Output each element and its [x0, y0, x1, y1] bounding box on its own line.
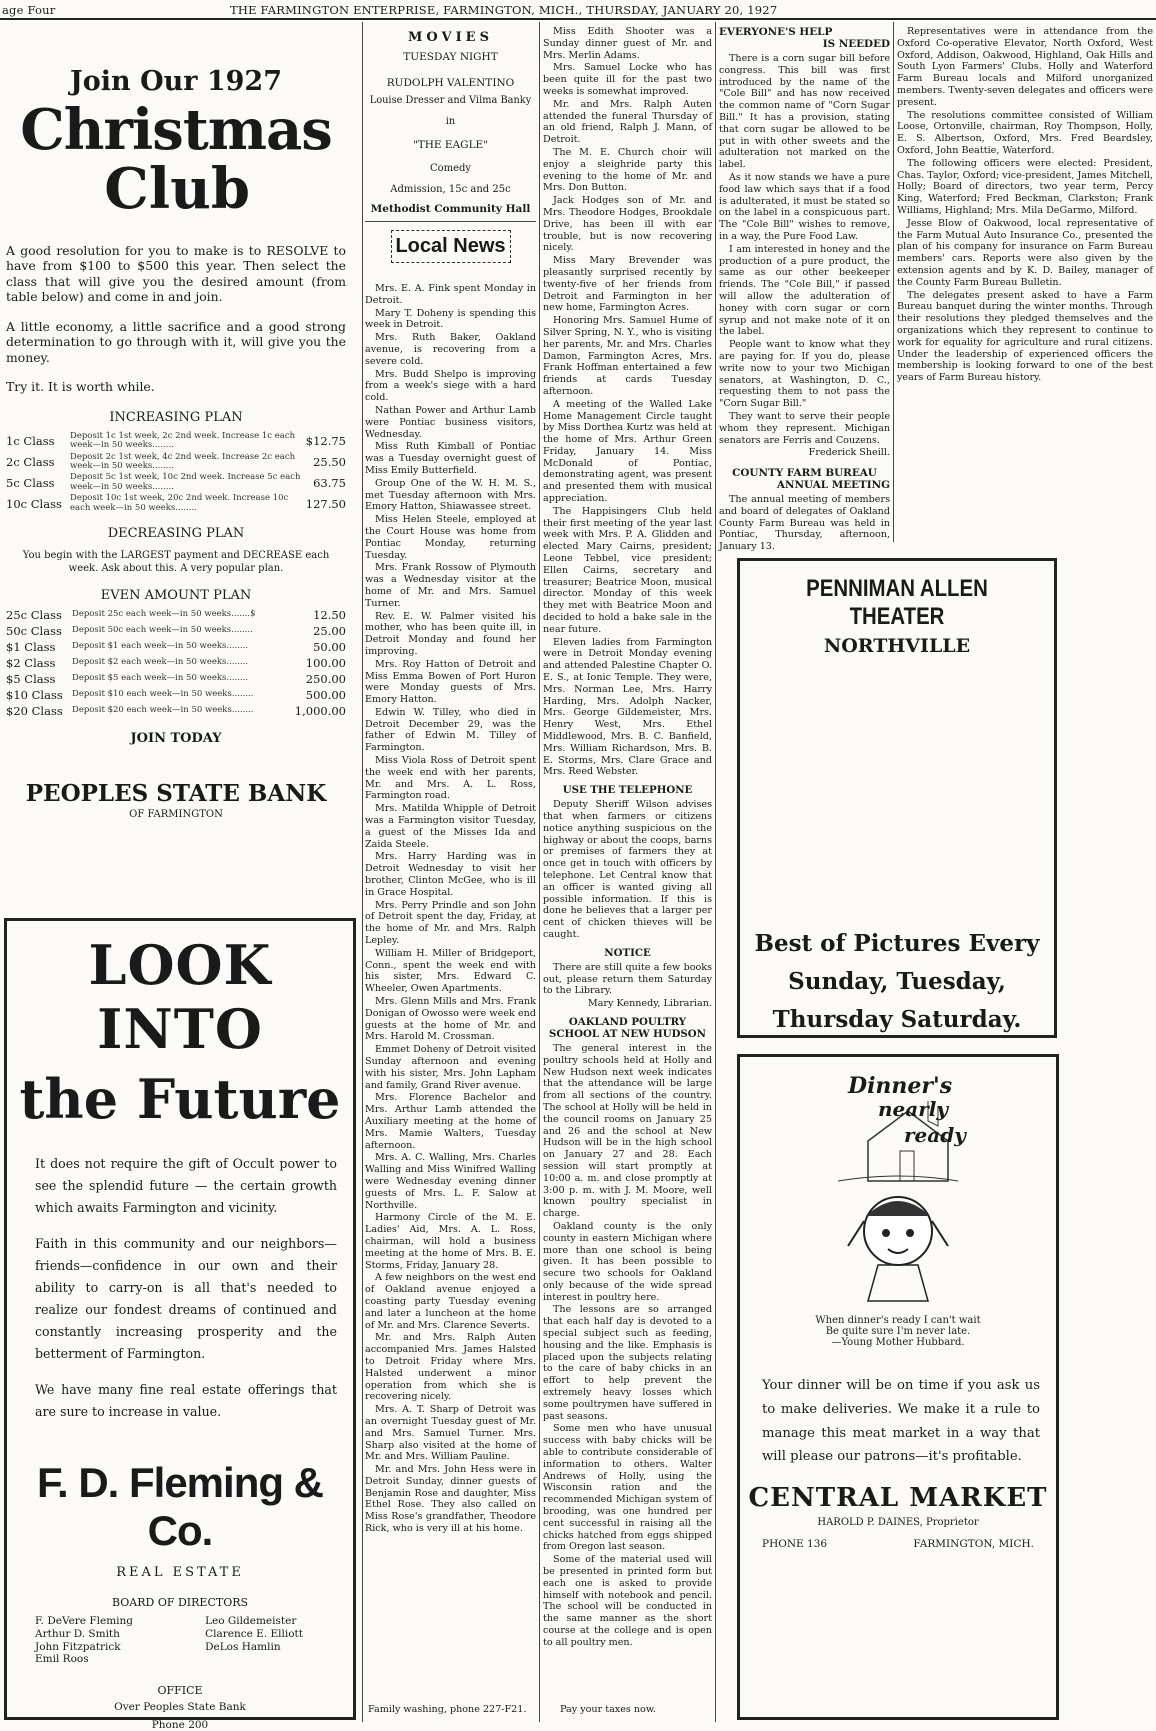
ad-line-club: Club — [104, 155, 250, 222]
even-plan-title: EVEN AMOUNT PLAN — [100, 587, 252, 603]
column-rule — [715, 22, 716, 1722]
class-desc: Deposit 10c 1st week, 20c 2nd week. Increase 10c each week—in 50 weeks........ — [70, 493, 289, 513]
director: Emil Roos — [35, 1653, 89, 1666]
news-item: Mrs. Budd Shelpo is improving from a week's siege with a hard cold. — [365, 368, 536, 404]
local-news-items — [365, 283, 536, 1535]
theater-name: PENNIMAN ALLEN THEATER — [806, 575, 988, 630]
class-name: 50c Class — [6, 623, 62, 638]
decreasing-plan-text: You begin with the LARGEST payment and DECREASE each week. Ask about this. A very popular plan. — [22, 549, 330, 575]
news-item: Mrs. Samuel Locke who has been quite ill for the past two weeks is somewhat improved. — [543, 62, 712, 97]
news-item: Miss Helen Steele, employed at the Court House was home from Pontiac Monday, returning Tuesday. — [365, 514, 536, 561]
news-item: Miss Mary Brevender was pleasantly surprised recently by twenty-five of her friends from Detroit and Farmington in her new home, Farmington Acres. — [543, 255, 712, 314]
news-item: Mrs. Frank Rossow of Plymouth was a Wednesday visitor at the home of Mr. and Mrs. Samuel Turner. — [365, 562, 536, 609]
news-item: Honoring Mrs. Samuel Hume of Silver Spring, N. Y., who is visiting her parents, Mr. and Mrs. Charles Damon, Farmington Acres, Mrs. Frank Hoffman entertained a few friends at cards Tuesday afternoon. — [543, 315, 712, 397]
directors-right — [205, 1615, 303, 1665]
poultry-text: The lessons are so arranged that each half day is devoted to a special subject such as feeding, housing and the like. Emphasis is placed upon the subjects relating to the care of baby chicks in an effort to help prevent the extremely heavy losses which some poultrymen have suffered in past seasons. — [543, 1304, 712, 1422]
column-local — [365, 24, 536, 1722]
future-para-2: Faith in this community and our neighbors—friends—confidence in our own and their ability to carry-on is all that's needed to realize our fondest dreams of continued and constantly increasing prosperity and the betterment of Farmington. — [35, 1236, 337, 1362]
help-signature: Frederick Sheill. — [808, 447, 890, 459]
market-ad — [737, 1054, 1059, 1720]
movies-title: MOVIES — [408, 30, 493, 45]
movies-venue: Methodist Community Hall — [370, 203, 531, 215]
firm-type: REAL ESTATE — [116, 1565, 244, 1581]
news-item: Nathan Power and Arthur Lamb were Pontiac business visitors, Wednesday. — [365, 404, 536, 440]
theater-slogan: Best of Pictures Every Sunday, Tuesday, Thursday Saturday. — [754, 930, 1040, 1033]
market-phone: PHONE 136 — [762, 1538, 828, 1551]
even-plan-table — [6, 607, 346, 719]
bureau-text: Representatives were in attendance from the Oxford Co-operative Elevator, North Oxford, West Oxford, Addison, Oakwood, Highland, Oak Hills and South Lyon Farmers' Clubs. Holly and Waterford Farm Bureau locals and Milford unorganized members. Twenty-seven delegates and officers were present. — [897, 26, 1153, 108]
news-item: Rev. E. W. Palmer visited his mother, who has been quite ill, in Detroit Monday and found her improving. — [365, 610, 536, 657]
column-rule — [893, 22, 894, 542]
ad-line-christmas: Christmas — [20, 97, 332, 163]
help-subtitle: IS NEEDED — [822, 38, 890, 50]
join-today: JOIN TODAY — [130, 730, 222, 746]
theater-city: NORTHVILLE — [823, 635, 971, 657]
news-item: A meeting of the Walled Lake Home Management Circle taught by Miss Dorthea Kurtz was held at the home of Mrs. Arthur Green Friday, January 14. Miss McDonald of Pontiac, demonstrating agent, was present and presented them with musical appreciation. — [543, 398, 712, 505]
bureau-text: The annual meeting of members and board of delegates of Oakland County Farm Bureau was held in Pontiac, Thursday, afternoon, January 13. — [719, 494, 890, 553]
class-name: 1c Class — [6, 434, 55, 449]
news-item: The Happisingers Club held their first meeting of the year last week with Mrs. P. A. Glidden and elected Mary Cairns, president; Leone Tebbel, vice president; Ellen Cairns, secretary and treasurer; Beatrice Moon, musical director. Monday of this week they met with Beatrice Moon and decided to hold a bake sale in the near future. — [543, 505, 712, 635]
movies-film: "THE EAGLE" — [412, 139, 489, 151]
local-news-heading — [391, 230, 511, 263]
table-row — [6, 623, 346, 639]
bureau-text: The following officers were elected: President, Chas. Taylor, Oxford; vice-president, James Mitchell, Holly; Board of directors, two year term, Percy King, Waterford; Fred Beckman, Clarkston; Frank Williams, Highland; Mrs. Mila DeGarmo, Milford. — [897, 157, 1153, 216]
class-amount: 250.00 — [305, 671, 346, 686]
movies-box — [365, 30, 536, 222]
column-farm-bureau — [897, 26, 1153, 546]
telephone-title: USE THE TELEPHONE — [562, 784, 693, 797]
directors-left — [35, 1615, 133, 1665]
club-try: Try it. It is worth while. — [6, 379, 155, 395]
office-title: OFFICE — [157, 1683, 203, 1697]
page-header — [0, 0, 1156, 20]
bank-city: OF FARMINGTON — [129, 808, 223, 820]
news-item: William H. Miller of Bridgeport, Conn., spent the week end with his sister, Mrs. Edward C. Wheeler, Owen Apartments. — [365, 947, 536, 995]
director: Arthur D. Smith — [35, 1627, 120, 1640]
news-item: Eleven ladies from Farmington were in Detroit Monday evening and attended Palestine Chapter O. E. S., at Ionic Temple. They were, Mrs. Norman Lee, Mrs. Harry Harding, Mrs. Adolph Nacker, Mrs. George Gildemeister, Mrs. Henry West, Mrs. Ethel Middlewood, Mrs. B. C. Banfield, Mrs. William Richardson, Mrs. B. E. Storms, Mrs. Clare Grace and Mrs. Reed Webster. — [543, 636, 712, 778]
local-news-footer: Family washing, phone 227-F21. — [368, 1704, 527, 1715]
poultry-text: The general interest in the poultry schools held at Holly and New Hudson next week indicates that the attendance will be large from all sections of the country. The school at Holly will be held in the council rooms on January 25 and 26 and the school at New Hudson will be in the high school on January 27 and 28. Each session will start promptly at 10:00 a. m. and close promptly at 3:00 p. m. with J. M. Moore, well known poultry specialist in charge. — [543, 1042, 712, 1220]
class-desc: Deposit $2 each week—in 50 weeks........ — [72, 657, 249, 668]
help-text: There is a corn sugar bill before congress. This bill was first introduced by the name of the "Cole Bill" and has now received the common name of "Corn Sugar Bill." It has a provision, stating that corn sugar be allowed to be put in with other sweets and the adulteration not marked on the label. — [719, 53, 890, 171]
news-item: Group One of the W. H. M. S., met Tuesday afternoon with Mrs. Emory Hatton, Shiawassee street. — [365, 477, 536, 513]
rhyme-attribution: —Young Mother Hubbard. — [831, 1337, 965, 1348]
table-row — [6, 639, 346, 655]
future-headline-1: LOOK INTO — [88, 933, 272, 1061]
increasing-plan-title: INCREASING PLAN — [109, 410, 243, 426]
bureau-text: The delegates present asked to have a Farm Bureau banquet during the winter months. Through their resolutions they pledged themselves and the organizations which they represent to continue to work for equality for agriculture and rural citizens. Under the leadership of experienced officers the membership is looking forward to one of the best years of Farm Bureau history. — [897, 289, 1153, 384]
news-item: Miss Edith Shooter was a Sunday dinner guest of Mr. and Mrs. Merlin Adams. — [543, 26, 712, 61]
table-row — [6, 655, 346, 671]
market-contact — [762, 1538, 1034, 1550]
movies-genre: Comedy — [429, 163, 472, 174]
director: F. DeVere Fleming — [35, 1615, 134, 1628]
art-text-1: Dinner's — [848, 1073, 953, 1099]
movies-star: RUDOLPH VALENTINO — [386, 77, 515, 89]
table-row — [6, 671, 346, 687]
market-body: Your dinner will be on time if you ask us to make deliveries. We make it a rule to manage this meat market in a way that will please our patrons—it's profitable. — [762, 1378, 1040, 1465]
christmas-club-ad — [6, 30, 346, 910]
bank-name: PEOPLES STATE BANK — [25, 779, 327, 807]
table-row — [6, 472, 346, 493]
rhyme-line: Be quite sure I'm never late. — [825, 1326, 971, 1337]
notice-text: There are still quite a few books out, please return them Saturday to the Library. — [543, 961, 712, 997]
notice-title: NOTICE — [604, 946, 651, 959]
bureau-text: Jesse Blow of Oakwood, local representative of the Farm Mutual Auto Insurance Co., presented the plan of his company for insurance on Farm Bureau members' cars. Reports were also given by the extension agents and by K. D. Bailey, manager of the County Farm Bureau Bulletin. — [897, 217, 1153, 288]
news-item: A few neighbors on the west end of Oakland avenue enjoyed a coasting party Tuesday evening and later a luncheon at the home of Mr. and Mrs. Clarence Severts. — [365, 1272, 536, 1331]
table-row — [6, 703, 346, 719]
news-item: Mr. and Mrs. John Hess were in Detroit Sunday, dinner guests of Benjamin Rose and daughter, Miss Ethel Rose. They also called on Miss Rose's grandfather, Theodore Rick, who is very ill at his home. — [365, 1464, 536, 1535]
class-desc: Deposit 25c each week—in 50 weeks.......$ — [72, 609, 256, 620]
class-amount: 500.00 — [305, 687, 346, 702]
class-amount: 12.50 — [313, 607, 346, 622]
class-amount: 63.75 — [313, 475, 346, 490]
class-amount: $12.75 — [305, 434, 346, 449]
office-location: Over Peoples State Bank — [114, 1700, 246, 1713]
director: Leo Gildemeister — [205, 1615, 297, 1628]
theater-ad — [737, 558, 1057, 1038]
class-name: $1 Class — [6, 639, 56, 654]
class-name: 10c Class — [6, 496, 62, 511]
news-item: Mrs. Harry Harding was in Detroit Wednesday to visit her brother, Clinton McGee, who is ill in Grace Hospital. — [365, 851, 536, 898]
poultry-text: Some men who have unusual success with baby chicks will be able to contribute considerable of information to others. Walter Andrews of Holly, using the Wisconsin ration and the recommended Michigan system of brooding, was one hundred per cent successful in raising all the chicks hatched from eggs shipped from Oregon last season. — [543, 1423, 712, 1553]
table-row — [6, 452, 346, 473]
movies-costars: Louise Dresser and Vilma Banky — [369, 95, 532, 106]
news-item: Jack Hodges son of Mr. and Mrs. Theodore Hodges, Brookdale Drive, has been ill with ear trouble, but is now recovering nicely. — [543, 195, 712, 254]
rhyme-line: When dinner's ready I can't wait — [815, 1315, 981, 1326]
class-name: 5c Class — [6, 475, 55, 490]
news-item: Mrs. E. A. Fink spent Monday in Detroit. — [365, 283, 536, 306]
class-desc: Deposit 1c 1st week, 2c 2nd week. Increase 1c each week—in 50 weeks........ — [70, 431, 296, 451]
class-desc: Deposit 2c 1st week, 4c 2nd week. Increase 2c each week—in 50 weeks........ — [70, 451, 296, 472]
director: John Fitzpatrick — [35, 1640, 121, 1653]
poultry-title: OAKLAND POULTRY SCHOOL AT NEW HUDSON — [549, 1015, 706, 1040]
news-item: Mrs. Matilda Whipple of Detroit was a Farmington visitor Tuesday, a guest of the Misses Ida and Zaida Steele. — [365, 803, 536, 850]
bureau-text: The resolutions committee consisted of William Loose, Ortonville, chairman, Roy Thompson, Holly, E. S. Albertson, Oxford, Mrs. Fred Beardsley, Oxford, John Beattie, Waterford. — [897, 109, 1153, 156]
art-text-2: nearly — [878, 1097, 948, 1121]
future-para-3: We have many fine real estate offerings that are sure to increase in value. — [35, 1382, 337, 1420]
news-item: Mrs. Florence Bachelor and Mrs. Arthur Lamb attended the Auxiliary meeting at the home of Mrs. Mamie Walters, Tuesday afternoon. — [365, 1092, 536, 1151]
news-item: Mrs. A. C. Walling, Mrs. Charles Walling and Miss Winifred Walling were Wednesday evening dinner guests of Mrs. L. F. Salow at Northville. — [365, 1152, 536, 1211]
table-row — [6, 493, 346, 514]
news-item: Mrs. Roy Hatton of Detroit and Miss Emma Bowen of Port Huron were Monday guests of Mrs. Emory Hatton. — [365, 658, 536, 706]
news-item: Miss Viola Ross of Detroit spent the week end with her parents, Mr. and Mrs. A. L. Ross, Farmington road. — [365, 755, 536, 802]
news-item: Emmet Doheny of Detroit visited Sunday afternoon and evening with his sister, Mrs. John Lapham and family, Grand River avenue. — [365, 1044, 536, 1091]
column-rule — [539, 22, 540, 1722]
class-name: 2c Class — [6, 455, 55, 470]
firm-name: F. D. Fleming & Co. — [36, 1459, 323, 1555]
club-intro: A good resolution for you to make is to RESOLVE to have from $100 to $500 this year. Then select the class that will give you the desired amount (from table below) and come in and join. — [6, 242, 346, 305]
help-text: I am interested in honey and the production of a pure product, the same as our other beekeeper friends. The "Cole Bill," if passed will allow the adulteration of honey with corn sugar or corn syrup and not make note of it on the label. — [719, 243, 890, 338]
news-item: Mrs. A. T. Sharp of Detroit was an overnight Tuesday guest of Mr. and Mrs. Samuel Turner. Mrs. Sharp also visited at the home of Mr. and Mrs. William Pauline. — [365, 1404, 536, 1463]
class-name: $2 Class — [6, 655, 56, 670]
board-title: BOARD OF DIRECTORS — [111, 1596, 249, 1610]
director: Clarence E. Elliott — [205, 1627, 303, 1640]
help-text: As it now stands we have a pure food law which says that if a food is adulterated, it must be stated so on the label in a conspicuous part. The "Cole Bill" wishes to remove, in a way, the Pure Food Law. — [719, 171, 890, 242]
movies-night: TUESDAY NIGHT — [403, 51, 498, 63]
help-title: EVERYONE'S HELP — [719, 26, 833, 38]
movies-admission: Admission, 15c and 25c — [390, 184, 511, 195]
column-center — [543, 26, 712, 1702]
masthead: THE FARMINGTON ENTERPRISE, FARMINGTON, MICH., THURSDAY, JANUARY 20, 1927 — [230, 3, 778, 17]
news-item: Miss Ruth Kimball of Pontiac was a Tuesday overnight guest of Miss Emily Butterfield. — [365, 441, 536, 476]
news-item: Mrs. Glenn Mills and Mrs. Frank Donigan of Owosso were week end guests at the home of Mr. and Mrs. Harold M. Crossman. — [365, 996, 536, 1043]
future-para-1: It does not require the gift of Occult power to see the splendid future — the certain growth which awaits Farmington and vicinity. — [35, 1156, 337, 1216]
class-desc: Deposit $5 each week—in 50 weeks........ — [72, 673, 249, 684]
notice-signature: Mary Kennedy, Librarian. — [587, 998, 712, 1010]
class-name: $10 Class — [6, 687, 63, 702]
movies-in: in — [445, 116, 456, 127]
page-label: age Four — [2, 3, 56, 17]
class-name: $20 Class — [6, 703, 63, 718]
class-amount: 127.50 — [305, 496, 346, 511]
news-item: Mrs. Perry Prindle and son John of Detroit spent the day, Friday, at the home of Mr. and Mrs. Ralph Lepley. — [365, 899, 536, 947]
telephone-text: Deputy Sheriff Wilson advises that when farmers or citizens notice anything suspicious on the highway or about the coops, barns or premises of farmers they at once get in touch with officers by telephone. Let Central know that an officer is wanted giving all possible information. If this is done he believes that a larger per cent of chicken thieves will be caught. — [543, 799, 712, 940]
class-amount: 100.00 — [305, 655, 346, 670]
market-illustration — [808, 1071, 988, 1311]
center-footer: Pay your taxes now. — [560, 1704, 656, 1715]
director: DeLos Hamlin — [205, 1640, 281, 1653]
future-headline-2: the Future — [19, 1067, 341, 1131]
news-item: The M. E. Church choir will enjoy a sleighride party this evening to the home of Mr. and Mrs. Don Button. — [543, 146, 712, 194]
class-desc: Deposit 5c 1st week, 10c 2nd week. Increase 5c each week—in 50 weeks........ — [70, 472, 301, 492]
market-proprietor: HAROLD P. DAINES, Proprietor — [817, 1517, 979, 1529]
poultry-text: Some of the material used will be presented in printed form but each one is asked to provide himself with notebook and pencil. The school will be conducted in the same manner as the short course at the college and is open to all poultry men. — [543, 1554, 712, 1648]
bureau-subtitle: ANNUAL MEETING — [776, 479, 890, 492]
class-desc: Deposit $1 each week—in 50 weeks........ — [72, 641, 249, 652]
class-desc: Deposit 50c each week—in 50 weeks........ — [72, 625, 253, 636]
art-text-3: ready — [904, 1123, 966, 1147]
directors — [35, 1615, 303, 1665]
future-ad — [4, 918, 356, 1731]
class-desc: Deposit $10 each week—in 50 weeks........ — [72, 689, 254, 700]
column-rule — [362, 22, 363, 1722]
market-city: FARMINGTON, MICH. — [913, 1538, 1034, 1551]
table-row — [6, 431, 346, 452]
news-item: Harmony Circle of the M. E. Ladies' Aid, Mrs. A. L. Ross, chairman, will hold a business meeting at the home of Mrs. B. E. Storms, Friday, January 28. — [365, 1212, 536, 1271]
class-desc: Deposit $20 each week—in 50 weeks........ — [72, 705, 254, 716]
class-amount: 1,000.00 — [294, 703, 346, 718]
decreasing-plan-title: DECREASING PLAN — [107, 525, 245, 541]
market-name: CENTRAL MARKET — [748, 1483, 1048, 1514]
increasing-plan-table — [6, 431, 346, 514]
news-item: Mrs. Ruth Baker, Oakland avenue, is recovering from a severe cold. — [365, 332, 536, 367]
office-phone: Phone 200 — [151, 1718, 209, 1731]
news-item: Edwin W. Tilley, who died in Detroit December 29, was the father of Edwin M. Tilley of Farmington. — [365, 706, 536, 754]
class-name: 25c Class — [6, 607, 62, 622]
help-text: They want to serve their people whom they represent. Michigan senators are Ferris and Couzens. — [719, 410, 890, 446]
column-help — [719, 26, 890, 553]
table-row — [6, 687, 346, 703]
help-text: People want to know what they are paying for. If you do, please write now to your two Michigan senators, at Washington, D. C., requesting them to not pass the "Corn Sugar Bill." — [719, 339, 890, 410]
table-row — [6, 607, 346, 623]
news-item: Mary T. Doheny is spending this week in Detroit. — [365, 307, 536, 331]
class-name: $5 Class — [6, 671, 56, 686]
class-amount: 25.00 — [313, 623, 346, 638]
club-economy: A little economy, a little sacrifice and a good strong determination to go through with it, will give you the money. — [6, 318, 346, 365]
news-item: Mr. and Mrs. Ralph Auten accompanied Mrs. James Halsted to Detroit Friday where Mrs. Halsted underwent a minor operation from which she is recovering nicely. — [365, 1332, 536, 1403]
news-item: Mr. and Mrs. Ralph Auten attended the funeral Thursday of an old friend, Ralph J. Mann, of Detroit. — [543, 98, 712, 146]
bureau-title: COUNTY FARM BUREAU — [732, 467, 877, 480]
ad-line-join: Join Our 1927 — [70, 66, 282, 97]
class-amount: 50.00 — [313, 639, 346, 654]
local-news-title: Local News — [395, 235, 506, 257]
poultry-text: Oakland county is the only county in eastern Michigan where more than one school is being given. It has been possible to secure two schools for Oakland only because of the wide spread interest in poultry here. — [543, 1220, 712, 1303]
class-amount: 25.50 — [313, 455, 346, 470]
